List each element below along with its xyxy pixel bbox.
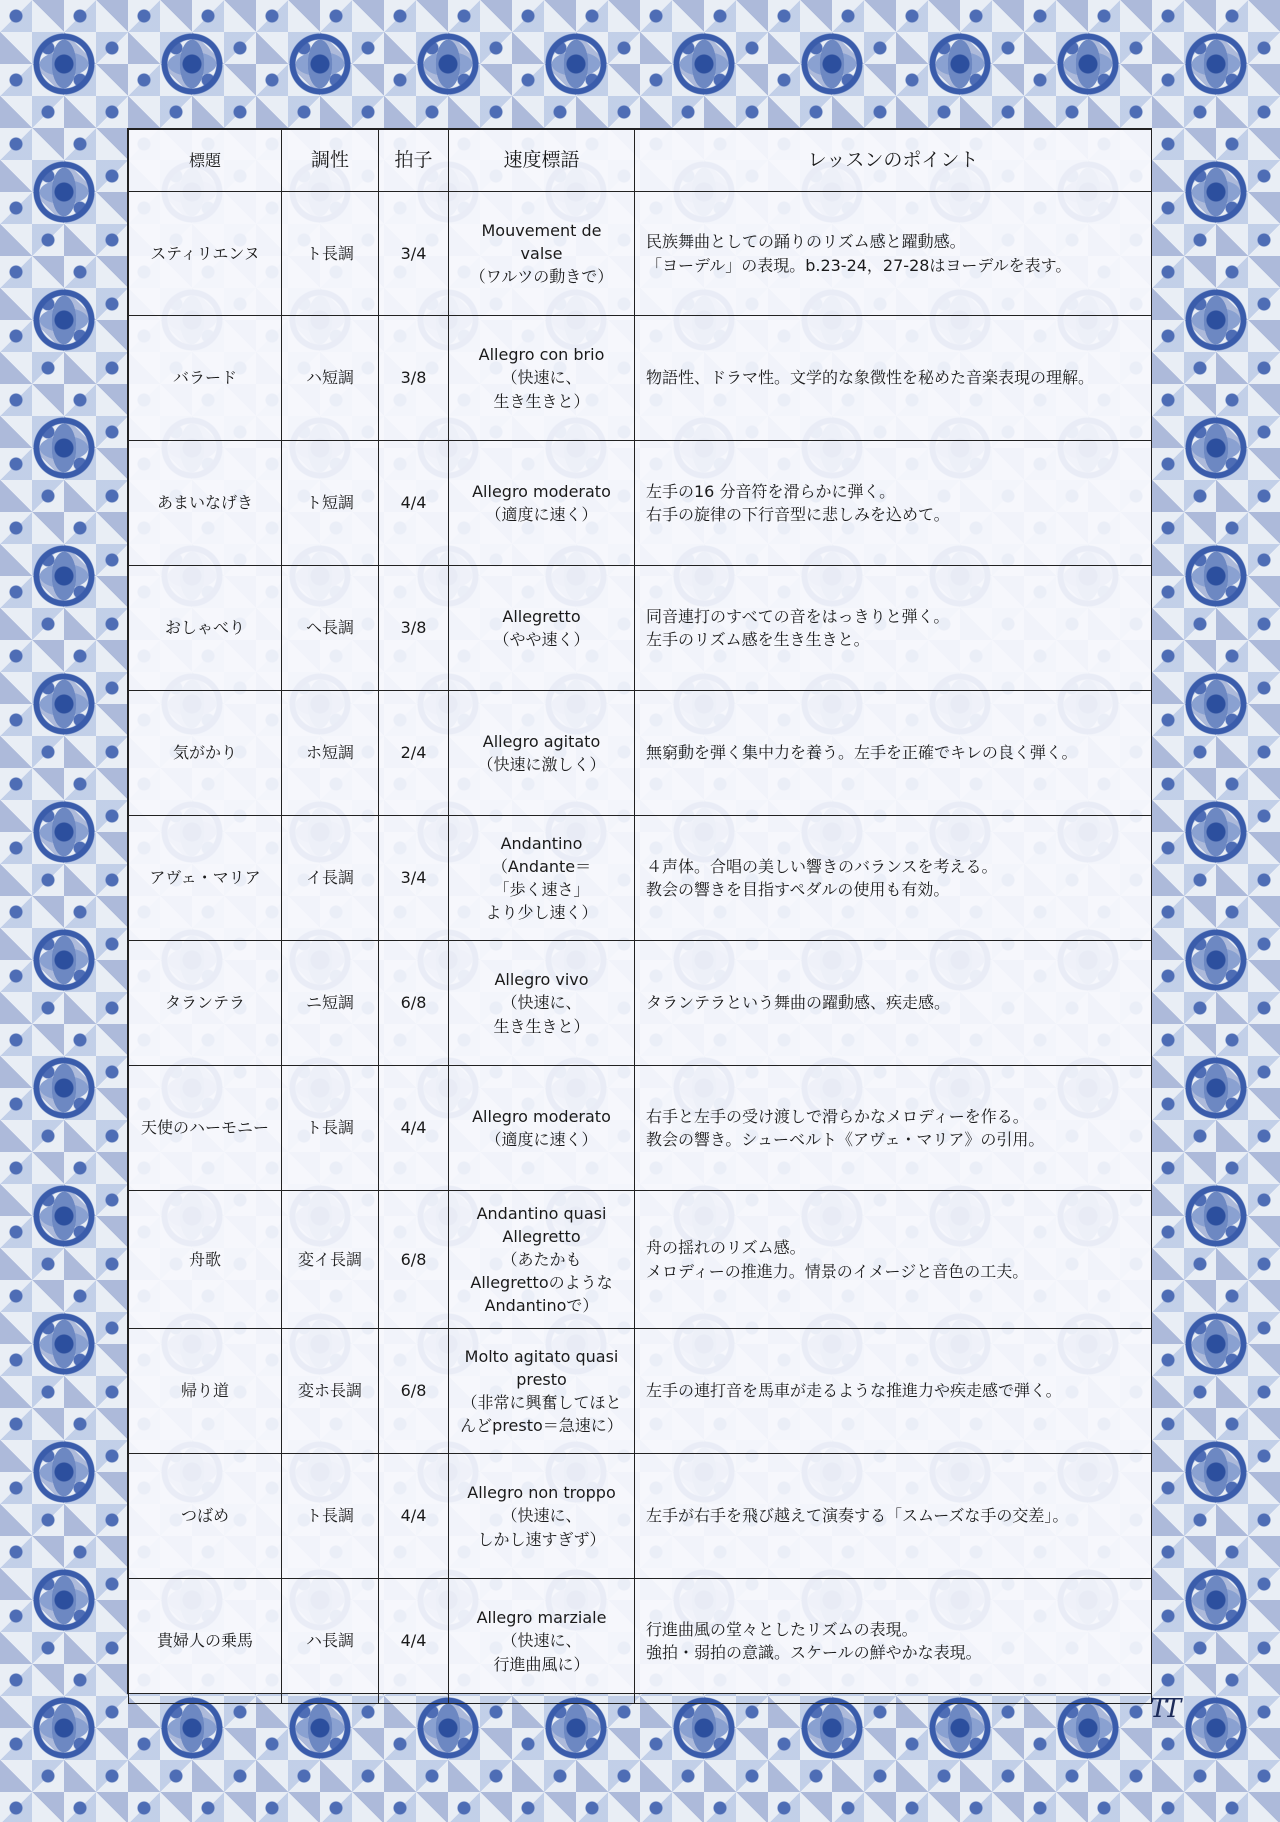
cell-key: ホ短調 [282,691,379,816]
tempo-line: （快速に激しく） [477,755,606,774]
tempo-line: Allegro agitato [482,731,601,751]
cell-title: 舟歌 [129,1191,282,1329]
tempo-line: Allegro con brio [478,345,605,365]
tempo-line: 生き生きと） [493,1016,590,1036]
tempo-line: （適度に速く） [485,505,598,524]
table-row [129,566,1152,691]
point-line: 無窮動を弾く集中力を養う。左手を正確でキレの良く弾く。 [646,743,1078,763]
cell-point [635,441,1152,566]
point-line: 左手の16 分音符を滑らかに弾く。 [646,481,896,501]
table-row [129,941,1152,1066]
point-line: 舟の揺れのリズム感。 [646,1238,806,1258]
tempo-line: valse [520,243,563,263]
point-line: 右手の旋律の下行音型に悲しみを込めて。 [646,505,950,524]
cell-tempo [449,316,635,441]
lesson-table [128,129,1152,1704]
cell-meter: 3/4 [379,192,449,316]
table-row [129,316,1152,441]
cell-title: 帰り道 [129,1329,282,1454]
point-line: タランテラという舞曲の躍動感、疾走感。 [646,993,951,1013]
table-row [129,691,1152,816]
cell-point [635,1579,1152,1704]
cell-tempo [449,816,635,941]
cell-meter: 4/4 [379,1579,449,1704]
cell-key: ト長調 [282,1454,379,1579]
point-line: 教会の響き。シューベルト《アヴェ・マリア》の引用。 [646,1130,1045,1149]
cell-meter: 3/8 [379,566,449,691]
table-row [129,1191,1152,1329]
header-key: 調性 [282,130,379,192]
tempo-line: Molto agitato quasi [464,1346,619,1366]
cell-tempo [449,1329,635,1454]
tempo-line: （やや速く） [493,630,590,649]
cell-point [635,1454,1152,1579]
cell-meter: 3/8 [379,316,449,441]
point-line: 右手と左手の受け渡しで滑らかなメロディーを作る。 [646,1106,1029,1126]
point-line: 左手が右手を飛び越えて演奏する「スムーズな手の交差」。 [646,1506,1069,1526]
tempo-line: Allegro marziale [476,1608,607,1628]
cell-tempo [449,691,635,816]
cell-key: ト長調 [282,1066,379,1191]
cell-key: 変イ長調 [282,1191,379,1329]
tempo-line: Allegretto [502,1226,581,1246]
cell-tempo [449,566,635,691]
tempo-line: （ワルツの動きで） [469,267,614,287]
point-line: 物語性、ドラマ性。文学的な象徴性を秘めた音楽表現の理解。 [646,368,1095,388]
cell-point [635,941,1152,1066]
cell-meter: 4/4 [379,1454,449,1579]
tempo-line: Allegretto [502,606,581,626]
cell-meter: 3/4 [379,816,449,941]
tempo-line: 「歩く速さ」 [493,880,590,899]
cell-title: アヴェ・マリア [129,816,282,941]
tempo-line: （適度に速く） [485,1130,598,1149]
cell-tempo [449,1191,635,1329]
cell-point [635,1066,1152,1191]
point-line: 強拍・弱拍の意識。スケールの鮮やかな表現。 [646,1643,982,1662]
cell-point [635,816,1152,941]
cell-tempo [449,941,635,1066]
cell-meter: 2/4 [379,691,449,816]
cell-key: ヘ長調 [282,566,379,691]
point-line: 民族舞曲としての踊りのリズム感と躍動感。 [646,232,966,252]
cell-key: 変ホ長調 [282,1329,379,1454]
cell-point [635,691,1152,816]
cell-tempo [449,1579,635,1704]
cell-point [635,566,1152,691]
header-tempo: 速度標語 [449,130,635,192]
header-title: 標題 [129,130,282,192]
tempo-line: より少し速く） [485,903,598,923]
tempo-line: Allegro non troppo [467,1483,616,1503]
table-row [129,1329,1152,1454]
cell-meter: 6/8 [379,1329,449,1454]
cell-title: あまいなげき [129,441,282,566]
tempo-line: （あたかも [501,1249,582,1269]
cell-meter: 4/4 [379,1066,449,1191]
cell-key: ハ長調 [282,1579,379,1704]
cell-tempo [449,1454,635,1579]
cell-point [635,1329,1152,1454]
tempo-line: んどpresto＝急速に） [460,1416,623,1436]
tempo-line: （快速に、 [501,1506,582,1526]
cell-tempo [449,192,635,316]
cell-title: おしゃべり [129,566,282,691]
point-line: 「ヨーデル」の表現。b.23-24，27-28はヨーデルを表す。 [646,255,1072,275]
tempo-line: （快速に、 [501,368,582,388]
cell-key: ト長調 [282,192,379,316]
cell-meter: 4/4 [379,441,449,566]
tempo-line: しかし速すぎず） [477,1529,606,1549]
tempo-line: Allegro moderato [472,1106,611,1126]
tempo-line: presto [516,1369,567,1389]
point-line: 同音連打のすべての音をはっきりと弾く。 [646,606,950,626]
table-row [129,816,1152,941]
tempo-line: Allegro vivo [494,970,589,990]
cell-meter: 6/8 [379,1191,449,1329]
cell-title: バラード [129,316,282,441]
header-meter: 拍子 [379,130,449,192]
tempo-line: 行進曲風に） [493,1654,590,1674]
cell-key: ニ短調 [282,941,379,1066]
cell-title: つばめ [129,1454,282,1579]
tempo-line: （非常に興奮してほと [461,1393,622,1412]
point-line: ４声体。合唱の美しい響きのバランスを考える。 [646,856,998,876]
cell-key: イ長調 [282,816,379,941]
table-row [129,1454,1152,1579]
cell-title: タランテラ [129,941,282,1066]
signature-mark: TT [1150,1694,1178,1724]
cell-point [635,192,1152,316]
tempo-line: Allegrettoのような [470,1273,613,1293]
tempo-line: Andantino [500,833,583,853]
cell-title: 気がかり [129,691,282,816]
cell-point [635,1191,1152,1329]
table-row [129,1579,1152,1704]
cell-key: ハ短調 [282,316,379,441]
cell-tempo [449,441,635,566]
cell-title: スティリエンヌ [129,192,282,316]
cell-title: 天使のハーモニー [129,1066,282,1191]
point-line: メロディーの推進力。情景のイメージと音色の工夫。 [646,1261,1029,1281]
tempo-line: （Andante＝ [491,856,592,876]
point-line: 教会の響きを目指すペダルの使用も有効。 [646,880,950,899]
tempo-line: Andantinoで） [484,1296,599,1316]
cell-meter: 6/8 [379,941,449,1066]
header-row [129,130,1152,192]
cell-title: 貴婦人の乗馬 [129,1579,282,1704]
point-line: 左手の連打音を馬車が走るような推進力や疾走感で弾く。 [646,1381,1062,1401]
tempo-line: （快速に、 [501,1631,582,1651]
tempo-line: Allegro moderato [472,481,611,501]
table-row [129,1066,1152,1191]
tempo-line: （快速に、 [501,993,582,1013]
tempo-line: Mouvement de [481,220,602,240]
point-line: 行進曲風の堂々としたリズムの表現。 [646,1619,918,1639]
cell-point [635,316,1152,441]
table-row [129,441,1152,566]
cell-key: ト短調 [282,441,379,566]
point-line: 左手のリズム感を生き生きと。 [646,630,870,649]
tempo-line: 生き生きと） [493,391,590,411]
tempo-line: Andantino quasi [476,1203,607,1223]
header-point: レッスンのポイント [635,130,1152,192]
cell-tempo [449,1066,635,1191]
table-row [129,192,1152,316]
